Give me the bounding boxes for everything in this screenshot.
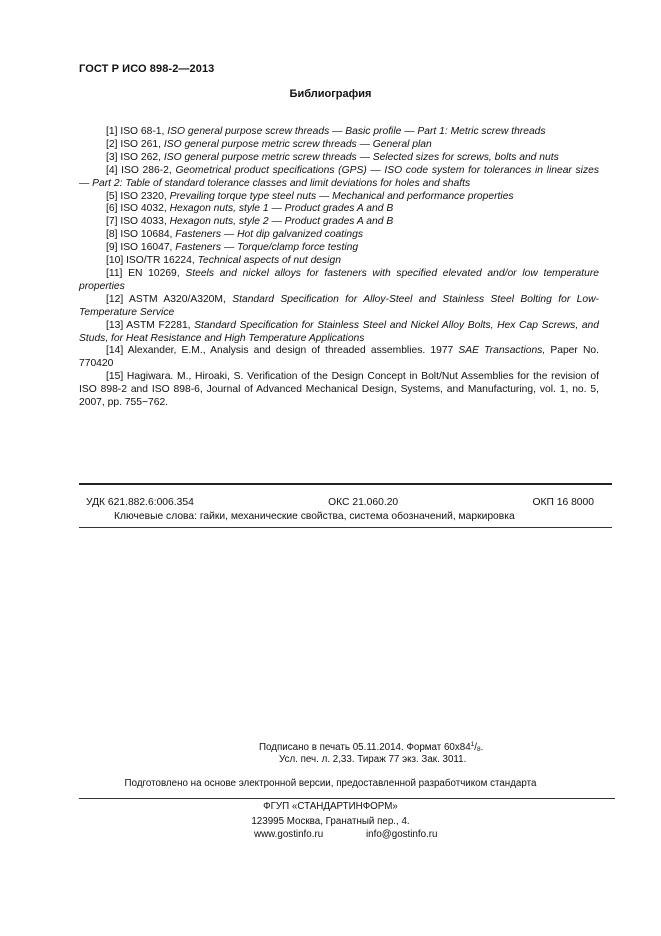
bibliography-list <box>79 126 599 410</box>
reference-item: [3] ISO 262, ISO general purpose metric screw threads — Selected sizes for screws, bolts and nuts <box>106 151 559 163</box>
oks-code: ОКС 21.060.20 <box>328 497 399 508</box>
divider-keywords <box>79 527 612 528</box>
prepared-note: Подготовлено на основе электронной версии, предоставленной разработчиком стандарта <box>124 778 537 789</box>
okp-code: ОКП 16 8000 <box>532 497 594 508</box>
reference-item: [14] Alexander, E.M., Analysis and design of threaded assemblies. 1977 SAE Transactions, Paper No. 770420 <box>79 345 599 370</box>
publisher-address: 123995 Москва, Гранатный пер., 4. <box>251 816 410 827</box>
website-link[interactable]: www.gostinfo.ru <box>254 829 324 840</box>
keywords: Ключевые слова: гайки, механические свойства, система обозначений, маркировка <box>114 511 515 522</box>
reference-item: [11] EN 10269, Steels and nickel alloys for fasteners with specified elevated and/or low temperature properties <box>79 267 599 292</box>
reference-item: [5] ISO 2320, Prevailing torque type steel nuts — Mechanical and performance properties <box>106 190 514 202</box>
reference-item: [10] ISO/TR 16224, Technical aspects of nut design <box>106 255 341 267</box>
publisher-name: ФГУП «СТАНДАРТИНФОРМ» <box>263 801 398 812</box>
reference-item: [8] ISO 10684, Fasteners — Hot dip galvanized coatings <box>106 229 364 241</box>
udk-code: УДК 621.882.6:006.354 <box>86 497 194 508</box>
reference-item: [1] ISO 68-1, ISO general purpose screw threads — Basic profile — Part 1: Metric screw threads <box>106 126 546 137</box>
reference-item: [2] ISO 261, ISO general purpose metric screw threads — General plan <box>106 138 432 150</box>
reference-item: [12] ASTM A320/A320M, Standard Specification for Alloy-Steel and Stainless Steel Bolting for Low-Temperature Service <box>79 293 599 318</box>
print-details: Усл. печ. л. 2,33. Тираж 77 экз. Зак. 3011. <box>279 754 467 765</box>
reference-item: [9] ISO 16047, Fasteners — Torque/clamp force testing <box>106 242 359 254</box>
reference-item: [13] ASTM F2281, Standard Specification for Stainless Steel and Nickel Alloy Bolts, Hex Cap Screws, and Studs, for Heat Resistance and High Temperature Applications <box>79 319 599 344</box>
reference-item: [7] ISO 4033, Hexagon nuts, style 2 — Product grades A and B <box>106 216 394 228</box>
divider-top <box>79 483 612 485</box>
classification-codes <box>86 497 594 508</box>
divider-bottom <box>79 798 615 799</box>
reference-item: [6] ISO 4032, Hexagon nuts, style 1 — Product grades A and B <box>106 203 394 215</box>
signed-for-print: Подписано в печать 05.11.2014. Формат $60x84^1/_8$. <box>259 741 484 753</box>
reference-item: [15] Hagiwara. M., Hiroaki, S. Verification of the Design Concept in Bolt/Nut Assemblies for the revision of ISO 898-2 and ISO 898-6, Journal of Advanced Mechanical Design, Systems, and Manufacturing, vol. 1, no. 5, 2007, pp. 755−762. <box>79 371 599 409</box>
reference-item: [4] ISO 286-2, Geometrical product specifications (GPS) — ISO code system for tolerances in linear sizes — Part 2: Table of standard tolerance classes and limit deviations for holes and shafts <box>79 164 599 189</box>
email-link[interactable]: info@gostinfo.ru <box>366 829 438 840</box>
document-header: ГОСТ Р ИСО 898-2—2013 <box>79 63 215 75</box>
section-title: Библиография <box>289 88 372 100</box>
